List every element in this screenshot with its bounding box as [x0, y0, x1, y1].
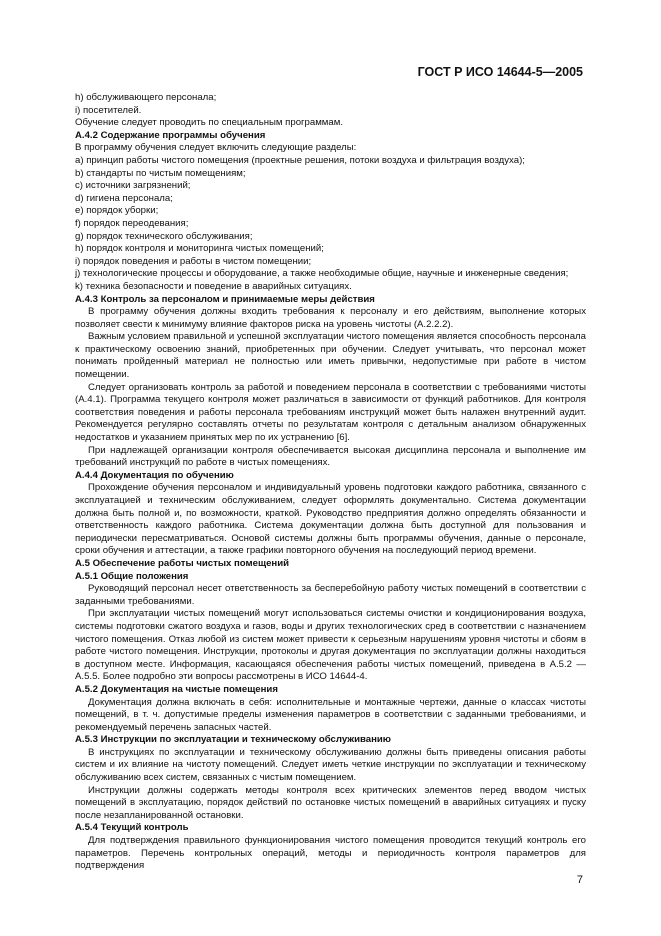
paragraph: Для подтверждения правильного функционирования чистого помещения проводится текущий контроль его параметров. Перечень контрольных операций, методы и периодичность контроля параметров для подтверждения	[75, 835, 586, 872]
paragraph: Обучение следует проводить по специальным программам.	[75, 117, 344, 129]
paragraph: При надлежащей организации контроля обеспечивается высокая дисциплина персонала и выполнение им требований инструкций по работе в чистых помещениях.	[75, 444, 586, 469]
paragraph: Документация должна включать в себя: исполнительные и монтажные чертежи, данные о классах чистоты помещений, в т. ч. допустимые пределы изменения параметров в соответствии с заданными требованиями, и рекомендуемый перечень запасных частей.	[75, 696, 586, 733]
list-item: h) порядок контроля и мониторинга чистых помещений;	[75, 243, 324, 255]
list-item: b) стандарты по чистым помещениям;	[75, 167, 246, 179]
list-item: d) гигиена персонала;	[75, 192, 173, 204]
paragraph: В программу обучения следует включить следующие разделы:	[75, 142, 357, 154]
paragraph: Следует организовать контроль за работой и поведением персонала в соответствии с требованиями чистоты (А.4.1). Программа текущего контроля может различаться в зависимости от функций работников. Для контроля соответствия поведения и работы персонала требованиям инструкций может быть налажен внутренний аудит. Рекомендуется регулярно составлять отчеты по результатам контроля с детальным анализом обнаруженных недостатков и указанием принятых мер по их устранению [6].	[75, 381, 586, 444]
paragraph: Прохождение обучения персоналом и индивидуальный уровень подготовки каждого работника, связанного с эксплуатацией и техническим обслуживанием, следует оформлять документально. Система документации должна быть полной и, по возможности, краткой. Руководство предприятия должно определять обязанности и ответственность каждого работника. Система документации должна быть доступной для пользования и периодически пересматриваться. Основой системы должны быть программы обучения, данные о персонале, сроки обучения и аттестации, а также графики повторного обучения на последующий период времени.	[75, 482, 586, 557]
section-heading: А.5.3 Инструкции по эксплуатации и техническому обслуживанию	[75, 734, 391, 746]
paragraph: В инструкциях по эксплуатации и техническому обслуживанию должны быть приведены описания работы систем и их влияние на чистоту помещений. Следует иметь четкие инструкции по эксплуатации и техническому обслуживанию всех систем, связанных с чистым помещением.	[75, 746, 586, 784]
list-item: k) техника безопасности и поведение в аварийных ситуациях.	[75, 280, 352, 292]
paragraph: Инструкции должны содержать методы контроля всех критических элементов перед вводом чистых помещений в эксплуатацию, порядок действий по остановке чистых помещений в аварийных ситуациях и пуску после незапланированной остановки.	[75, 784, 586, 821]
section-heading: А.4.2 Содержание программы обучения	[75, 129, 266, 141]
list-item: j) технологические процессы и оборудование, а также необходимые общие, научные и инженерные сведения;	[75, 268, 569, 280]
document-body	[75, 92, 586, 873]
section-heading: А.4.3 Контроль за персоналом и принимаемые меры действия	[75, 293, 375, 305]
section-heading: А.5.2 Документация на чистые помещения	[75, 683, 278, 695]
section-heading: А.5 Обеспечение работы чистых помещений	[75, 557, 289, 569]
paragraph: Важным условием правильной и успешной эксплуатации чистого помещения является способность персонала к практическому освоению знаний, приобретенных при обучении. Следует учитывать, что персонал может понимать пройденный материал не полностью или иметь привычки, недопустимые при работе в чистом помещении.	[75, 331, 586, 381]
paragraph: Руководящий персонал несет ответственность за бесперебойную работу чистых помещений в соответствии с заданными требованиями.	[75, 583, 586, 607]
list-item: h) обслуживающего персонала;	[75, 92, 217, 103]
section-heading: А.5.1 Общие положения	[75, 570, 189, 582]
list-item: а) принцип работы чистого помещения (проектные решения, потоки воздуха и фильтрация воздуха);	[75, 154, 525, 166]
list-item: е) порядок уборки;	[75, 205, 159, 217]
paragraph: При эксплуатации чистых помещений могут использоваться системы очистки и кондиционирования воздуха, системы подготовки сжатого воздуха и газов, воды и других технологических сред в соответствии с назначением чистого помещения. Отказ любой из систем может привести к серьезным нарушениям уровня чистоты и сбоям в работе чистого помещения. Инструкции, протоколы и другая документация по эксплуатации должны находиться в доступном месте. Информация, касающаяся обеспечения работы чистых помещений, приведена в А.5.2 — А.5.5. Более подробно эти вопросы рассмотрены в ИСО 14644-4.	[75, 608, 586, 683]
paragraph: В программу обучения должны входить требования к персоналу и его действиям, выполнение которых позволяет свести к минимуму влияние факторов риска на уровень чистоты (А.2.2.2).	[75, 306, 586, 330]
list-item: с) источники загрязнений;	[75, 180, 191, 192]
list-item: i) посетителей.	[75, 104, 142, 116]
list-item: g) порядок технического обслуживания;	[75, 230, 253, 242]
section-heading: А.5.4 Текущий контроль	[75, 822, 189, 834]
page-number: 7	[576, 874, 583, 886]
list-item: i) порядок поведения и работы в чистом помещении;	[75, 255, 312, 267]
section-heading: А.4.4 Документация по обучению	[75, 469, 234, 481]
list-item: f) порядок переодевания;	[75, 217, 189, 229]
document-header: ГОСТ Р ИСО 14644-5—2005	[417, 65, 583, 79]
